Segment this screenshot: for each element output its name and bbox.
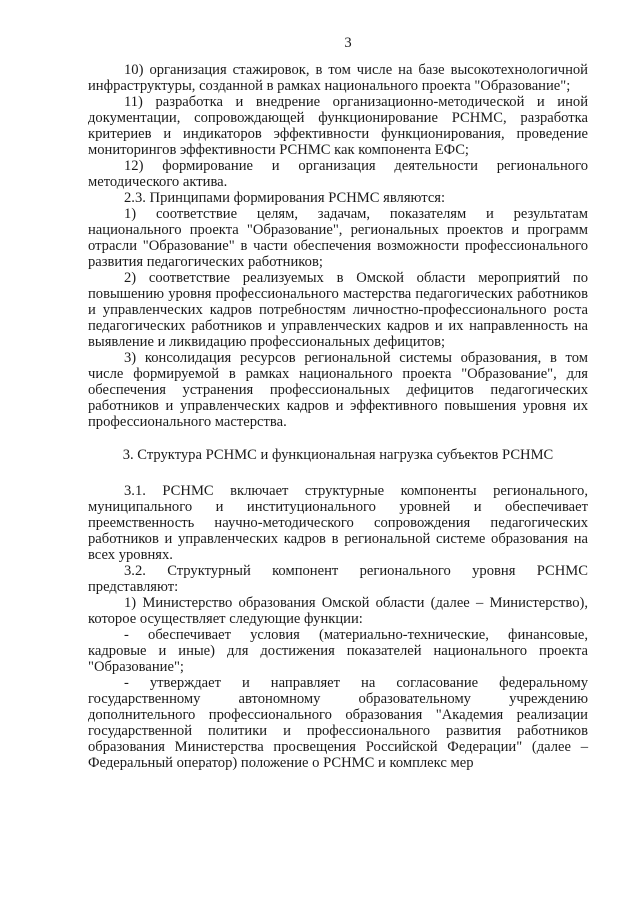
paragraph-function-conditions: - обеспечивает условия (материально-технические, финансовые, кадровые и иные) для достижения показателей национального проекта "Образование"; <box>88 627 588 675</box>
paragraph-principle-2: 2) соответствие реализуемых в Омской области мероприятий по повышению уровня профессионального мастерства педагогических работников и управленческих кадров потребностям личностно-профессионального роста педагогических работников и управленческих кадров и их направленность на выявление и ликвидацию профессиональных дефицитов; <box>88 270 588 350</box>
paragraph-item-11: 11) разработка и внедрение организационно-методической и иной документации, сопровождающей функционирование РСНМС, разработка критериев и индикаторов эффективности функционирования, проведение мониторингов эффективности РСНМС как компонента ЕФС; <box>88 94 588 158</box>
paragraph-3-2: 3.2. Структурный компонент регионального уровня РСНМС представляют: <box>88 563 588 595</box>
paragraph-3-1: 3.1. РСНМС включает структурные компоненты регионального, муниципального и институционального уровней и обеспечивает преемственность научно-методического сопровождения педагогических работников и управленческих кадров в региональной системе образования на всех уровнях. <box>88 483 588 563</box>
paragraph-ministry: 1) Министерство образования Омской области (далее – Министерство), которое осуществляет следующие функции: <box>88 595 588 627</box>
spacer <box>88 430 588 447</box>
spacer <box>88 463 588 483</box>
paragraph-function-approves: - утверждает и направляет на согласование федеральному государственному автономному образовательному учреждению дополнительного профессионального образования "Академия реализации государственной политики и профессионального развития работников образования Министерства просвещения Российской Федерации" (далее – Федеральный оператор) положение о РСНМС и комплекс мер <box>88 675 588 771</box>
document-body <box>88 62 588 771</box>
paragraph-item-10: 10) организация стажировок, в том числе на базе высокотехнологичной инфраструктуры, созданной в рамках национального проекта "Образование"; <box>88 62 588 94</box>
paragraph-principle-3: 3) консолидация ресурсов региональной системы образования, в том числе формируемой в рамках национального проекта "Образование", для обеспечения устранения профессиональных дефицитов педагогических работников и управленческих кадров и эффективного повышения уровня их профессионального мастерства. <box>88 350 588 430</box>
section-heading: 3. Структура РСНМС и функциональная нагрузка субъектов РСНМС <box>122 447 554 463</box>
paragraph-2-3-principles: 2.3. Принципами формирования РСНМС являются: <box>124 190 446 206</box>
paragraph-item-12: 12) формирование и организация деятельности регионального методического актива. <box>88 158 588 190</box>
page-number: 3 <box>344 35 352 51</box>
paragraph-principle-1: 1) соответствие целям, задачам, показателям и результатам национального проекта "Образование", региональных проектов и программ отрасли "Образование" в части обеспечения возможности профессионального развития педагогических работников; <box>88 206 588 270</box>
document-page <box>88 0 588 905</box>
